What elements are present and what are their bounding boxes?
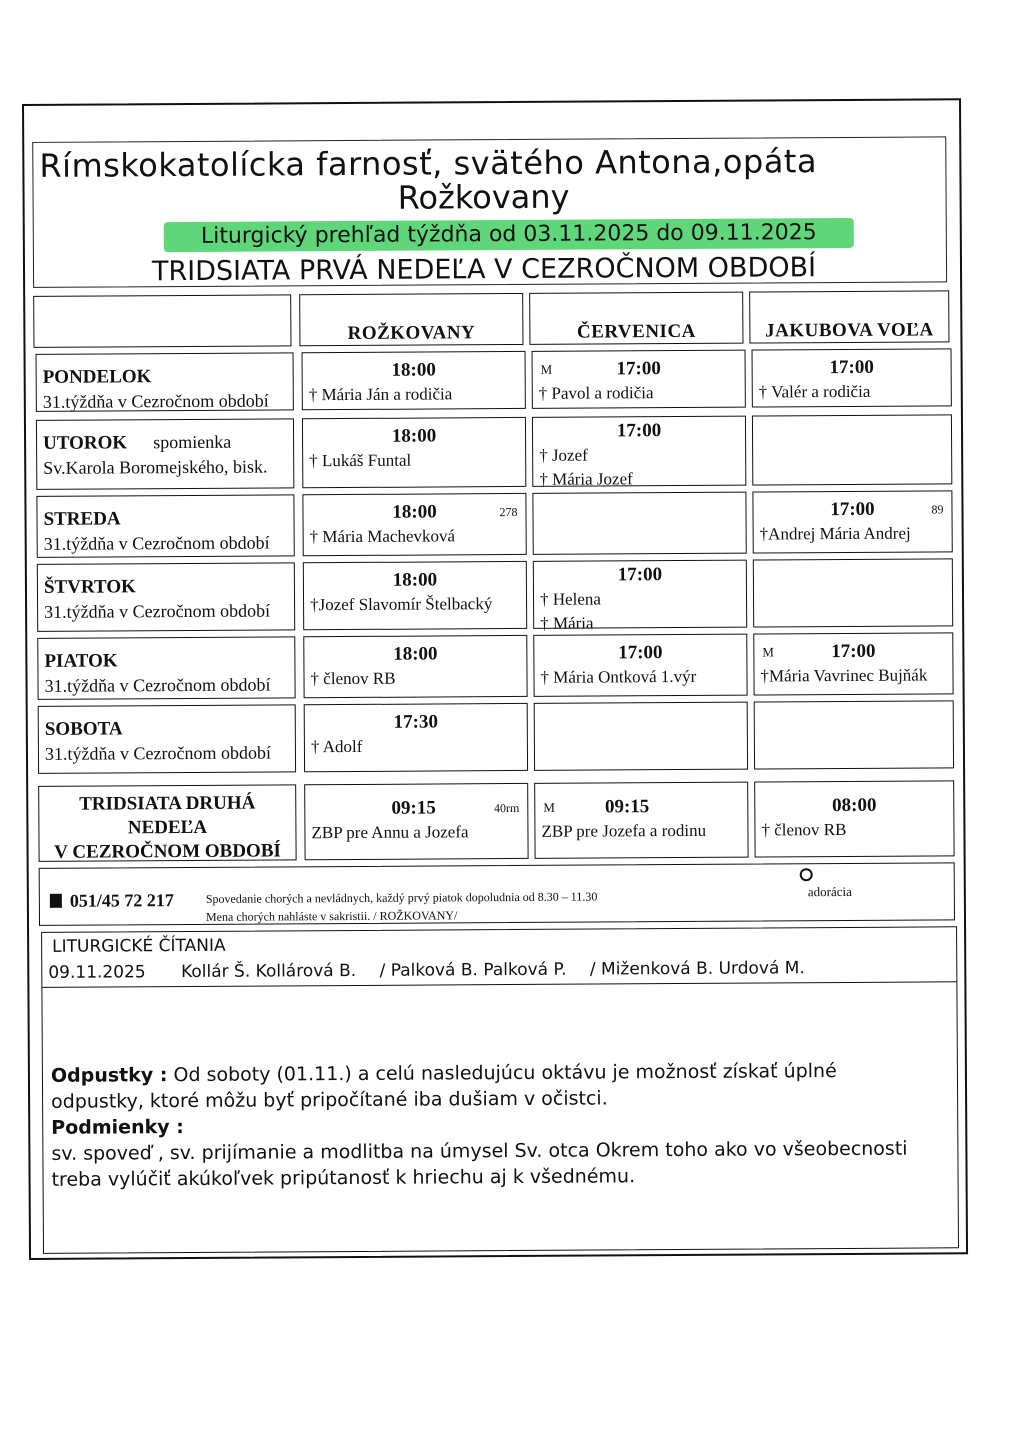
day-name: UTOROK — [43, 432, 128, 454]
rozkovany-mass-cell — [303, 635, 527, 698]
mass-note-number: 89 — [931, 502, 944, 517]
circle-icon — [800, 868, 813, 881]
mass-intention: † Mária Jozef — [539, 469, 633, 489]
readers-group: / Miženková B. Urdová M. — [589, 958, 805, 980]
sunday-rozkovany-cell — [304, 783, 528, 860]
readings-divider — [42, 981, 956, 988]
jakubova-vola-mass-cell — [752, 414, 952, 485]
phone-number: 051/45 72 217 — [69, 890, 174, 911]
conditions-text: treba vylúčiť akúkoľvek pripútanosť k hriechu aj k všednému. — [51, 1165, 636, 1191]
readers-group: Kollár Š. Kollárová B. — [180, 960, 357, 983]
jakubova-vola-mass-cell — [752, 490, 952, 553]
mass-time: 08:00 — [832, 794, 877, 817]
rozkovany-mass-cell — [303, 561, 527, 630]
mass-intention: † Mária — [540, 613, 594, 633]
day-subtitle: 31.týždňa v Cezročnom období — [44, 742, 271, 764]
day-feast-type: spomienka — [153, 431, 232, 453]
mass-intention: † Jozef — [539, 445, 588, 465]
mass-time: 17:00 — [831, 640, 876, 663]
column-header-rozkovany: ROŽKOVANY — [299, 293, 523, 346]
mass-time: 09:15 — [604, 796, 650, 818]
jakubova-vola-mass-cell — [753, 558, 953, 627]
adoration-label: adorácia — [807, 883, 852, 900]
rozkovany-mass-cell — [302, 351, 526, 410]
sunday-title: TRIDSIATA PRVÁ NEDEĽA V CEZROČNOM OBDOBÍ — [151, 252, 817, 288]
readings-date: 09.11.2025 — [48, 962, 146, 983]
mass-time: 17:00 — [616, 358, 661, 380]
jakubova-vola-mass-cell — [754, 700, 954, 769]
mass-time: 18:00 — [391, 425, 437, 447]
mass-intention: † Adolf — [310, 736, 363, 757]
mass-time: 18:00 — [392, 569, 438, 591]
conditions-text: sv. spoveď , sv. prijímanie a modlitba na úmysel Sv. otca Okrem toho ako vo všeobecnosti — [51, 1137, 908, 1165]
day-name: STREDA — [43, 508, 121, 530]
day-subtitle: 31.týždňa v Cezročnom období — [42, 390, 269, 412]
cervenica-mass-cell — [532, 350, 746, 409]
week-range-highlight: Liturgický prehľad týždňa od 03.11.2025 do 09.11.2025 — [164, 218, 854, 252]
mass-time: 17:00 — [617, 564, 663, 586]
day-cell — [36, 352, 294, 412]
cervenica-mass-cell — [533, 634, 747, 697]
column-header-cervenica: ČERVENICA — [529, 292, 743, 345]
corner-cell — [33, 294, 291, 348]
bulletin-header — [32, 136, 947, 288]
day-name: SOBOTA — [44, 718, 123, 740]
indulgence-text: odpustky, ktoré môžu byť pripočítané iba dušiam v očistci. — [51, 1087, 608, 1113]
sunday-jakubova-vola-cell — [754, 780, 954, 857]
mass-time: 17:00 — [830, 498, 875, 521]
contact-box — [39, 862, 955, 926]
day-cell — [37, 636, 295, 700]
day-name: ŠTVRTOK — [43, 576, 136, 598]
mass-note-number: 278 — [499, 504, 518, 520]
sunday-cervenica-cell — [534, 782, 748, 859]
day-cell — [36, 418, 294, 490]
indulgence-text: Od soboty (01.11.) a celú nasledujúcu oktávu je možnosť získať úplné — [167, 1060, 837, 1087]
day-cell — [37, 562, 295, 632]
mass-time: 17:00 — [829, 356, 874, 379]
sunday-label-line: TRIDSIATA DRUHÁ — [79, 792, 256, 815]
mass-intention: † členov RB — [761, 819, 847, 840]
indulgence-label: Odpustky : — [50, 1064, 168, 1087]
mass-intention: † Mária Ján a rodičia — [308, 384, 453, 405]
mass-marker: M — [762, 644, 774, 660]
cervenica-mass-cell — [534, 702, 748, 771]
day-subtitle: 31.týždňa v Cezročnom období — [44, 600, 271, 622]
indulgence-notice — [51, 1057, 957, 1193]
confession-note: Spovedanie chorých a nevládnych, každý prvý piatok dopoludnia od 8.30 – 11.30 — [205, 889, 598, 906]
mass-time: 18:00 — [391, 359, 436, 381]
mass-intention: † Lukáš Funtal — [309, 450, 412, 471]
day-subtitle: 31.týždňa v Cezročnom období — [43, 532, 270, 554]
day-cell — [36, 494, 294, 558]
mass-time: 17:00 — [618, 642, 663, 664]
cervenica-mass-cell — [532, 416, 746, 487]
parish-name: Rímskokatolícka farnosť, svätého Antona,opáta — [39, 142, 818, 185]
mass-note-number: 40rm — [493, 800, 520, 816]
phone-icon — [50, 894, 62, 908]
readings-title: LITURGICKÉ ČÍTANIA — [52, 935, 226, 957]
mass-time: 18:00 — [393, 643, 438, 665]
jakubova-vola-mass-cell — [752, 348, 952, 407]
rozkovany-mass-cell — [304, 703, 528, 772]
mass-time: 09:15 — [391, 797, 436, 819]
sunday-label-line: V CEZROČNOM OBDOBÍ — [54, 840, 281, 863]
parish-location: Rožkovany — [397, 177, 570, 217]
mass-time: 18:00 — [392, 501, 437, 523]
sunday-label-cell — [38, 784, 296, 862]
mass-intention: † Helena — [539, 589, 601, 609]
column-header-jakubova-vola: JAKUBOVA VOĽA — [749, 290, 949, 343]
mass-intention: †Mária Vavrinec Bujňák — [760, 665, 928, 686]
cervenica-mass-cell — [532, 492, 746, 555]
sunday-label-line: NEDEĽA — [127, 816, 208, 839]
mass-time: 17:30 — [393, 711, 439, 733]
mass-intention: † Mária Ontková 1.výr — [540, 666, 697, 687]
mass-marker: M — [543, 799, 555, 815]
mass-intention: † Mária Machevková — [309, 526, 456, 547]
mass-intention: † Pavol a rodičia — [538, 383, 654, 403]
mass-intention: †Jozef Slavomír Štelbacký — [310, 594, 493, 615]
day-name: PIATOK — [44, 650, 118, 672]
readings-box — [41, 926, 959, 1254]
rozkovany-mass-cell — [302, 417, 526, 488]
mass-marker: M — [540, 361, 553, 377]
bulletin-frame — [22, 98, 968, 1260]
mass-intention: †Andrej Mária Andrej — [759, 523, 911, 544]
mass-intention: † Valér a rodičia — [758, 381, 871, 402]
mass-time: 17:00 — [616, 420, 662, 442]
day-subtitle: Sv.Karola Boromejského, bisk. — [43, 456, 268, 478]
readers-group: / Palková B. Palková P. — [379, 959, 567, 981]
day-subtitle: 31.týždňa v Cezročnom období — [44, 674, 271, 696]
mass-intention: ZBP pre Jozefa a rodinu — [541, 820, 707, 841]
mass-intention: † členov RB — [310, 668, 396, 689]
day-name: PONDELOK — [42, 366, 152, 388]
conditions-label: Podmienky : — [51, 1116, 184, 1139]
sick-names-note: Mena chorých nahláste v sakristii. / ROŽKOVANY/ — [205, 908, 458, 924]
mass-intention: ZBP pre Annu a Jozefa — [311, 822, 469, 843]
rozkovany-mass-cell — [302, 493, 526, 556]
cervenica-mass-cell — [533, 560, 747, 633]
day-cell — [38, 704, 296, 774]
jakubova-vola-mass-cell — [753, 632, 953, 695]
